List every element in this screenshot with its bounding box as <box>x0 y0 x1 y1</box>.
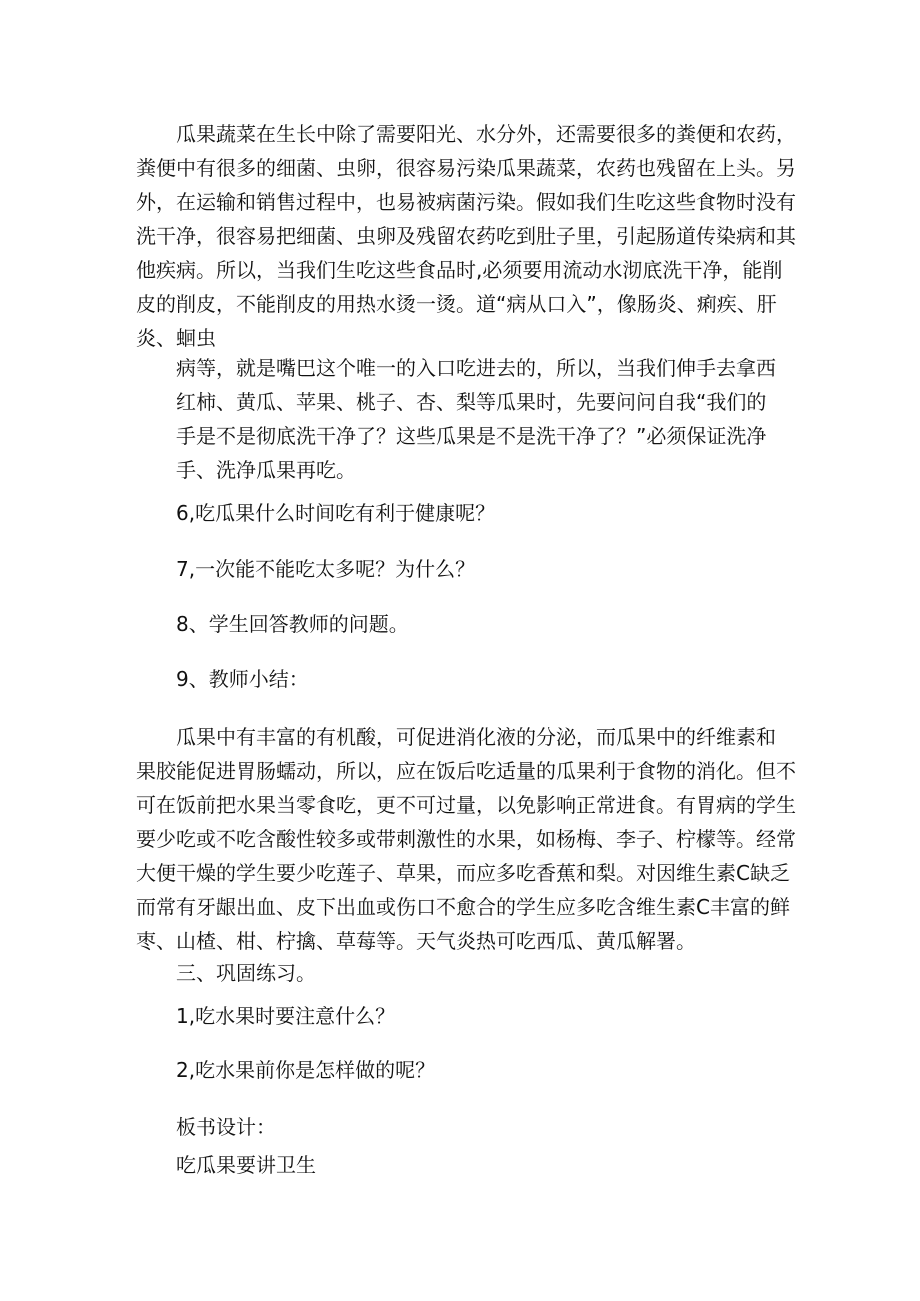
paragraph-line: 大便干燥的学生要少吃莲子、草果，而应多吃香蕉和梨。对因维生素C缺乏 <box>136 861 790 885</box>
paragraph-line: 瓜果中有丰富的有机酸，可促进消化液的分泌，而瓜果中的纤维素和 <box>176 725 776 749</box>
section-3-title: 三、巩固练习。 <box>176 961 316 985</box>
paragraph-line: 瓜果蔬菜在生长中除了需要阳光、水分外，还需要很多的粪便和农药， <box>176 122 796 146</box>
paragraph-line: 病等，就是嘴巴这个唯一的入口吃进去的，所以，当我们伸手去拿西 <box>176 356 776 380</box>
paragraph-line: 炎、蛔虫 <box>136 326 216 350</box>
paragraph-line: 手、洗净瓜果再吃。 <box>176 458 356 482</box>
paragraph-2 <box>176 351 776 487</box>
paragraph-line: 红柿、黄瓜、苹果、桃子、杏、梨等瓜果时，先要问问自我“我们的 <box>176 390 767 414</box>
paragraph-line: 手是不是彻底洗干净了？这些瓜果是不是洗干净了？”必须保证洗净 <box>176 424 767 448</box>
paragraph-line: 要少吃或不吃含酸性较多或带刺激性的水果，如杨梅、李子、柠檬等。经常 <box>136 827 796 851</box>
paragraph-line: 枣、山楂、柑、柠擒、草莓等。天气炎热可吃西瓜、黄瓜解署。 <box>136 929 696 953</box>
exercise-1: 1,吃水果时要注意什么？ <box>176 1004 396 1028</box>
question-7: 7,一次能不能吃太多呢？为什么？ <box>176 557 476 581</box>
paragraph-line: 粪便中有很多的细菌、虫卵，很容易污染瓜果蔬菜，农药也残留在上头。另 <box>136 156 796 180</box>
item-9: 9、教师小结： <box>176 667 309 691</box>
paragraph-line: 他疾病。所以，当我们生吃这些食品时,必须要用流动水沏底洗干净，能削 <box>136 258 783 282</box>
paragraph-line: 果胶能促进胃肠蠕动，所以，应在饭后吃适量的瓜果利于食物的消化。但不 <box>136 759 796 783</box>
paragraph-line: 外，在运输和销售过程中，也易被病菌污染。假如我们生吃这些食物时没有 <box>136 190 796 214</box>
paragraph-3 <box>136 720 796 958</box>
paragraph-line: 而常有牙龈出血、皮下出血或伤口不愈合的学生应多吃含维生素C丰富的鲜 <box>136 895 790 919</box>
board-design-label: 板书设计： <box>176 1115 276 1139</box>
paragraph-line: 洗干净，很容易把细菌、虫卵及残留农药吃到肚子里，引起肠道传染病和其 <box>136 224 796 248</box>
board-design-title: 吃瓜果要讲卫生 <box>176 1153 316 1177</box>
item-8: 8、学生回答教师的问题。 <box>176 612 409 636</box>
exercise-2: 2,吃水果前你是怎样做的呢？ <box>176 1058 436 1082</box>
paragraph-line: 皮的削皮，不能削皮的用热水烫一烫。道“病从口入”，像肠炎、痢疾、肝 <box>136 292 777 316</box>
question-6: 6,吃瓜果什么时间吃有利于健康呢？ <box>176 501 496 525</box>
paragraph-line: 可在饭前把水果当零食吃，更不可过量，以免影响正常进食。有胃病的学生 <box>136 793 796 817</box>
paragraph-1 <box>136 117 796 355</box>
